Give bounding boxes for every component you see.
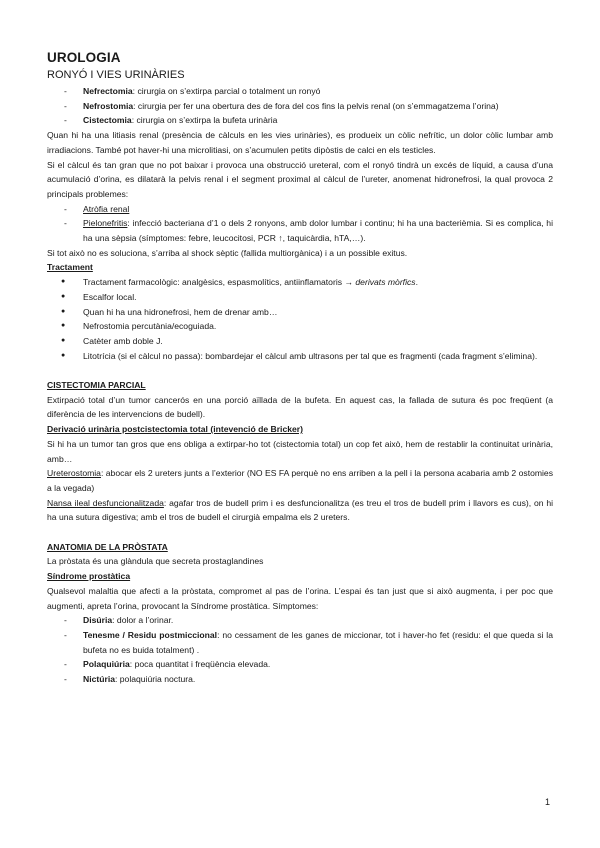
treatment-text: Litotrícia (si el càlcul no passa): bombardejar el càlcul amb ultrasons per tal que es fragmenti (cada fragment s’elimina). [83,350,538,361]
term: Disúria [83,615,113,626]
treatment-text: Tractament farmacològic: analgèsics, espasmolítics, antiinflamatoris → [83,277,356,288]
list-item [47,305,553,320]
list-item [47,628,553,657]
treatment-text: Escalfor local. [83,291,137,302]
bullet-marker: ● [61,307,66,315]
definition: : infecció bacteriana d’1 o dels 2 ronyons, amb dolor lumbar i continu; hi ha una bacterièmia. Si es complica, hi ha una sèpsia (símptomes: febre, leucocitosi, PCR ↑, taquicàrdia, hTA,…). [83,218,553,244]
dash-marker: - [64,86,67,96]
treatment-text: Quan hi ha una hidronefrosi, hem de drenar amb… [83,306,278,317]
treatment-list [47,275,553,363]
list-item [47,290,553,305]
paragraph-hidronefrosi: Si el càlcul és tan gran que no pot baixar i provoca una obstrucció ureteral, com el ronyó tindrà un excés de líquid, a causa d’una acumulació d’orina, es dilatarà la pelvis renal i el segment proximal al càlcul de l’ureter, anomenat hidronefrosi, la qual provoca 2 principals problemes: [47,159,553,199]
treatment-heading: Tractament [47,262,93,273]
term: Tenesme / Residu postmiccional [83,629,218,640]
term: Polaquiúria [83,659,130,670]
term: Nefrostomia [83,100,134,111]
definition: : polaquiúria noctura. [115,674,196,685]
treatment-end: . [415,277,418,288]
bullet-marker: ● [61,292,66,300]
problems-list [47,202,553,246]
definition: : cirurgia on s’extirpa parcial o totalment un ronyó [132,86,321,96]
dash-marker: - [64,659,67,670]
definition: : cirurgia on s’extirpa la bufeta urinària [131,115,278,126]
paragraph-sindrome: Qualsevol malaltia que afecti a la pròstata, compromet al pas de l’orina. L’espai és tan just que si això augmenta, i per poc que augmenti, apreta l’orina, provocant la Síndrome prostàtica. Símptomes: [47,585,553,611]
treatment-text: Catèter amb doble J. [83,335,163,346]
paragraph-shock: Si tot això no es soluciona, s’arriba al shock sèptic (fallida multiorgànica) i a un possible exitus. [47,247,408,258]
list-item [47,99,553,114]
paragraph-nansa [47,496,553,525]
term: Cistectomia [83,115,132,126]
dash-marker: - [64,615,67,626]
term: Nictúria [83,674,115,685]
subheading-sindrome: Síndrome prostàtica [47,571,131,582]
bullet-marker: ● [61,336,66,344]
paragraph-prostata: La pròstata és una glàndula que secreta prostaglandines [47,556,264,567]
list-item [47,202,553,217]
dash-marker: - [64,629,67,640]
paragraph-ureterostomia [47,466,553,495]
section-heading-cistectomia: CISTECTOMIA PARCIAL [47,380,146,391]
list-item [47,672,553,687]
term: Ureterostomia [47,468,101,479]
definition: : agafar tros de budell prim i es desfuncionalitza (es treu el tros de budell prim i llavors es cus), on hi ha una sutura digestiva; amb el tros de budell el cirurgià empalma els 2 ureters. [47,497,554,523]
bullet-marker: ● [61,278,66,286]
page-number: 1 [545,797,551,807]
definition: : dolor a l’orinar. [112,615,174,626]
list-item [47,334,553,349]
paragraph-cistectomia: Extirpació total d’un tumor cancerós en una porció aïllada de la bufeta. En aquest cas, la fallada de sutura és poc freqüent (a diferència de les intervencions de budell). [47,394,553,420]
list-item [47,657,553,672]
list-item [47,216,553,245]
section-heading-prostata: ANATOMIA DE LA PRÒSTATA [47,541,168,552]
definition: : poca quantitat i freqüència elevada. [129,659,271,670]
list-item [47,613,553,628]
paragraph-bricker: Si hi ha un tumor tan gros que ens obliga a extirpar-ho tot (cistectomia total) un cop fet això, hem de restablir la continuitat urinària, amb… [47,438,553,464]
spacer [47,525,553,540]
subheading-bricker: Derivació urinària postcistectomia total (intevenció de Bricker) [47,424,303,435]
list-item [47,319,553,334]
term: Pielonefritis [83,218,128,229]
list-item [47,275,553,290]
term: Atròfia renal [83,203,130,214]
definition: : abocar els 2 ureters junts a l’exterior (NO ES FA perquè no ens arriben a la pell i la persona acabaria amb 2 ostomies a la vegada) [47,468,553,493]
spacer [47,363,553,378]
section-heading-kidney: RONYÓ I VIES URINÀRIES [47,69,185,81]
dash-marker: - [64,218,67,229]
treatment-italic: derivats mòrfics [355,277,416,288]
list-item [47,84,553,99]
document-title: UROLOGIA [47,50,121,65]
definition: : cirurgia per fer una obertura des de fora del cos fins la pelvis renal (on s’emmagatzema l’orina) [133,100,499,111]
symptoms-list [47,613,553,687]
dash-marker: - [64,203,67,214]
paragraph-litiasis: Quan hi ha una litiasis renal (presència de càlculs en les vies urinàries), es produeix un còlic nefrític, un dolor còlic lumbar amb irradiacions. També pot haver-hi una microlitiasi, on s’acumulen petits dipòstis de calci en els testicles. [47,130,553,155]
term: Nansa ileal desfuncionalitzada [47,497,164,508]
dash-marker: - [64,674,67,685]
dash-marker: - [64,115,67,126]
bullet-marker: ● [61,322,66,330]
list-item [47,349,553,364]
dash-marker: - [64,100,67,111]
treatment-text: Nefrostomia percutània/ecoguiada. [83,321,217,332]
definition: : no cessament de les ganes de miccionar, tot i haver-ho fet (residu: el que queda si la bufeta no es buida totalment) . [83,629,553,655]
bullet-marker: ● [61,351,66,359]
list-item [47,113,553,128]
page-content [47,49,553,687]
term: Nefrectomia [83,86,133,96]
definitions-list [47,84,553,128]
